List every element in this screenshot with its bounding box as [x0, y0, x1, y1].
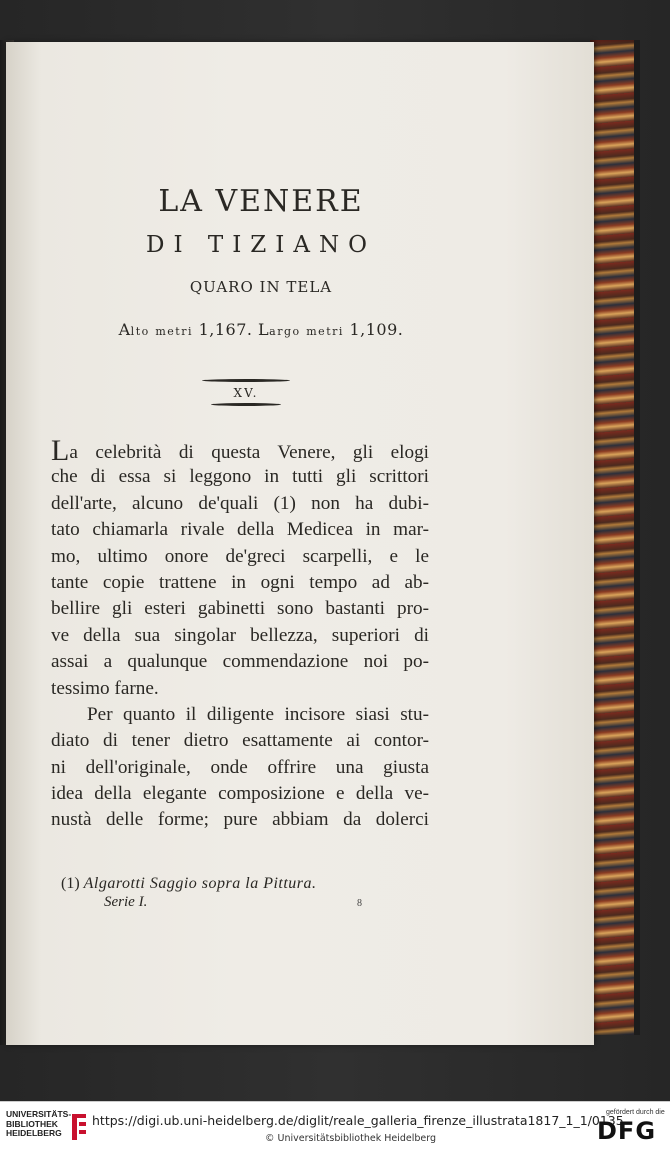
- dimensions-line: [6, 320, 516, 339]
- viewer-footer: [0, 1101, 670, 1152]
- body-line: mo, ultimo onore de'greci scarpelli, e le: [51, 545, 429, 567]
- page-subtitle-medium: QUARO IN TELA: [189, 278, 333, 296]
- body-line: Per quanto il diligente incisore siasi stu-: [87, 703, 429, 725]
- body-line: [51, 434, 429, 467]
- logo-line: UNIVERSITÄTS-: [6, 1109, 72, 1119]
- body-line: nustà delle forme; pure abbiam da dolerci: [51, 809, 429, 831]
- alto-cap: A: [118, 320, 131, 339]
- logo-line: BIBLIOTHEK: [6, 1118, 58, 1129]
- body-line: dell'arte, alcuno de'quali (1) non ha dubi-: [51, 492, 429, 514]
- marbled-fore-edge: [590, 40, 640, 1035]
- footnote-number: (1): [61, 875, 80, 892]
- plate-number-ornament: [201, 379, 291, 406]
- alto-value: 1,167.: [198, 320, 253, 339]
- drop-cap: L: [51, 434, 70, 467]
- body-line: che di essa si leggono in tutti gli scrittori: [51, 466, 429, 488]
- page-subtitle: DI TIZIANO: [146, 232, 376, 258]
- ornament-rule-top: [202, 379, 290, 382]
- dfg-logo[interactable]: DFG: [597, 1117, 657, 1145]
- footnote: [61, 875, 317, 893]
- body-line: ni dell'originale, onde offrire una giusta: [51, 756, 429, 778]
- body-line: tante copie trattene in ogni tempo ad ab-: [51, 571, 429, 593]
- metri-label-1: metri: [155, 325, 193, 338]
- body-line: diato di tener dietro esattamente ai contor-: [51, 730, 429, 752]
- funded-by-label: gefördert durch die: [606, 1109, 665, 1116]
- alto-rest: lto: [130, 325, 150, 338]
- page-title: LA VENERE: [158, 184, 364, 219]
- largo-cap: L: [258, 320, 270, 339]
- body-line: ve della sua singolar bellezza, superiori di: [51, 624, 429, 646]
- largo-value: 1,109.: [349, 320, 404, 339]
- logo-line: HEIDELBERG: [6, 1128, 62, 1138]
- plate-number: XV.: [233, 386, 259, 400]
- body-line: assai a qualunque commendazione noi po-: [51, 651, 429, 673]
- body-line: tessimo farne.: [51, 677, 159, 699]
- ub-heidelberg-logo[interactable]: [6, 1110, 71, 1139]
- body-line: tato chiamarla rivale della Medicea in mar-: [51, 519, 429, 541]
- book-page: [6, 42, 594, 1045]
- ornament-rule-bottom: [211, 403, 281, 406]
- body-line-text: a celebrità di questa Venere, gli elogi: [69, 442, 429, 463]
- body-text: [51, 434, 429, 834]
- footnote-text: Algarotti Saggio sopra la Pittura.: [83, 875, 317, 892]
- body-line: idea della elegante composizione e della ve-: [51, 783, 429, 805]
- ub-heidelberg-mark-icon: [70, 1110, 88, 1144]
- series-label: Serie I.: [104, 894, 148, 910]
- signature-mark: 8: [357, 898, 362, 909]
- body-line: bellire gli esteri gabinetti sono bastanti pro-: [51, 598, 429, 620]
- permalink-url[interactable]: https://digi.ub.uni-heidelberg.de/diglit/reale_galleria_firenze_illustrata1817_1_1/0135: [92, 1113, 624, 1128]
- metri-label-2: metri: [306, 325, 344, 338]
- copyright-notice: © Universitätsbibliothek Heidelberg: [265, 1133, 437, 1144]
- largo-rest: argo: [269, 325, 301, 338]
